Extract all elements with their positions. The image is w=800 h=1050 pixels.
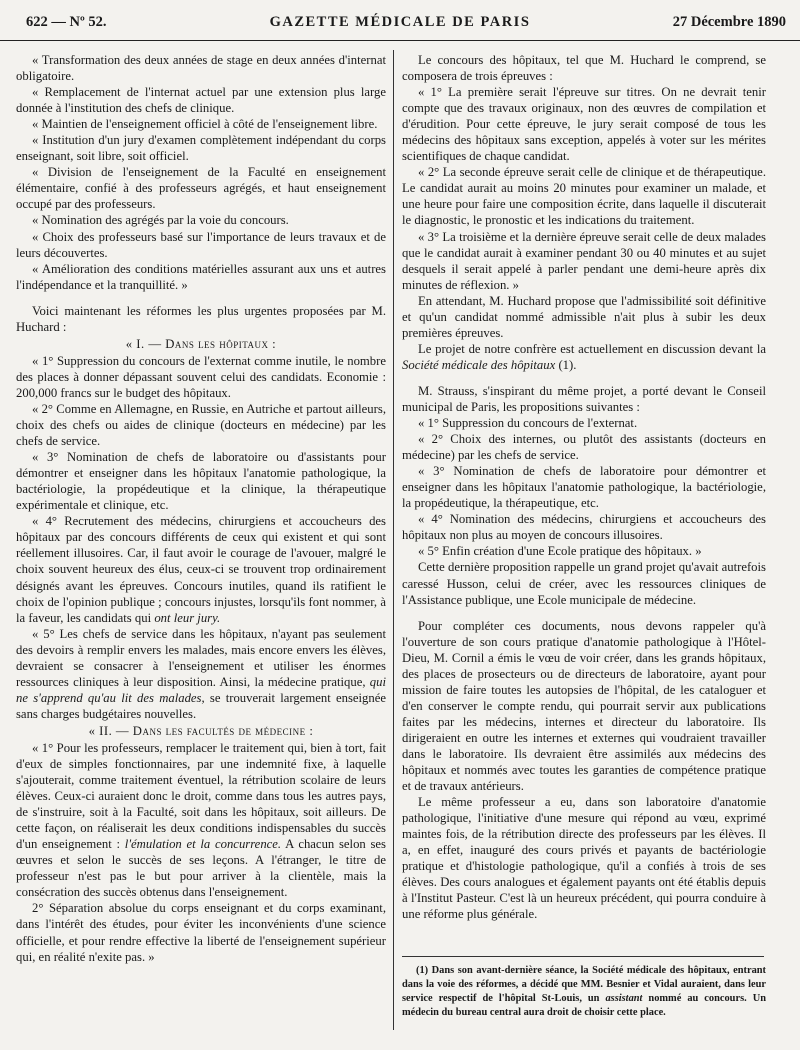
- paragraph: [16, 626, 386, 722]
- text-run: se trouverait largement enseignée sans charges budgétaires nouvelles.: [16, 690, 386, 721]
- italic-run: qui ne s'apprend qu'au lit des malades,: [16, 674, 386, 705]
- left-column: [16, 52, 386, 1037]
- paragraph: M. Strauss, s'inspirant du même projet, a porté devant le Conseil municipal de Paris, les propositions suivantes :: [402, 383, 766, 414]
- paragraph: [16, 740, 386, 900]
- paragraph: Cette dernière proposition rappelle un grand projet qu'avait autrefois caressé Husson, celui de créer, avec les ressources cliniques de l'Assistance publique, une Ecole municipale de médecine.: [402, 560, 766, 607]
- italic-run: Société médicale des hôpitaux: [402, 357, 556, 372]
- paragraph: « 5° Enfin création d'une Ecole pratique des hôpitaux. »: [418, 544, 702, 559]
- paragraph: « 2° Comme en Allemagne, en Russie, en Autriche et partout ailleurs, choix des chefs ou aides de clinique (docteurs en médecine) par les chefs de service.: [16, 401, 386, 449]
- paragraph: 2° Séparation absolue du corps enseignant et du corps examinant, dans l'intérêt des études, pour éviter les inconvénients d'une science officielle, et pour rendre effective la liberté de l'enseignement supérieur qui, en réalité n'exite pas. »: [16, 901, 386, 964]
- text-run: « 1° Pour les professeurs, remplacer le traitement qui, bien à tort, fait d'eux de simples fonctionnaires, par une indemnité fixe, à laquelle s'ajouterait, comme traitement éventuel, la rétribution scolaire de leurs élèves. Ceux-ci auraient donc le droit, comme dans tous les autres pays, de s'instruire, soit à la Faculté, soit dans les hôpitaux, soit ailleurs. De cette façon, on réaliserait les deux conditions indispensables du succès d'un enseignement :: [16, 740, 386, 852]
- section-heading-faculties: « II. — Dans les facultés de médecine :: [88, 723, 314, 738]
- paragraph: « 2° La seconde épreuve serait celle de clinique et de thérapeutique. Le candidat aurait au moins 20 minutes pour examiner un malade, et une heure pour faire une composition écrite, dans laquelle il discuterait le diagnostic, le pronostic et les indications du traitement.: [402, 165, 766, 228]
- text-run: Le projet de notre confrère est actuellement en discussion devant la: [418, 341, 766, 356]
- page-number: 622 — Nº 52.: [26, 14, 107, 30]
- paragraph: En attendant, M. Huchard propose que l'admissibilité soit définitive et qu'un candidat nommé admissible n'ait plus à subir les deux premières épreuves.: [402, 293, 766, 340]
- paragraph: [402, 341, 766, 373]
- paragraph: « 3° Nomination de chefs de laboratoire pour démontrer et enseigner dans les hôpitaux l'anatomie pathologique, la bactériologie, la propédeutique, la thérapeutique, etc.: [402, 464, 766, 511]
- section-heading-hospitals: « I. — Dans les hôpitaux :: [125, 336, 277, 351]
- paragraph: Voici maintenant les réformes les plus urgentes proposées par M. Huchard :: [16, 303, 386, 334]
- paragraph: « Institution d'un jury d'examen complètement indépendant du corps enseignant, soit libre, soit officiel.: [16, 133, 386, 164]
- paragraph: « 1° Suppression du concours de l'externat.: [418, 416, 638, 431]
- right-column: [402, 52, 766, 952]
- paragraph: « Choix des professeurs basé sur l'importance de leurs travaux et de leurs découvertes.: [16, 229, 386, 260]
- text-run: A chacun selon ses œuvres et selon le succès de ses leçons. A l'étranger, le titre de professeur n'est pas le but pour arriver à la clientèle, mais la consécration des succès obtenus dans l'enseignement.: [16, 837, 386, 900]
- paragraph: « 1° Suppression du concours de l'externat comme inutile, le nombre des places à donner dépassant souvent celui des candidats. Economie : 200,000 francs sur le budget des hôpitaux.: [16, 353, 386, 400]
- paragraph: « Transformation des deux années de stage en deux années d'internat obligatoire.: [16, 53, 386, 84]
- paragraph: « 1° La première serait l'épreuve sur titres. On ne devrait tenir compte que des travaux originaux, non des œuvres de compilation et d'érudition. Pour cette épreuve, le jury serait composé de tous les médecins des hôpitaux sans exception, appelés à voter sur les mérites scientifiques de chaque candidat.: [402, 85, 766, 164]
- italic-run: assistant: [605, 993, 643, 1004]
- paragraph: « 3° La troisième et la dernière épreuve serait celle de deux malades que le candidat aurait à examiner pendant 30 ou 40 minutes et au sujet desquels il serait appelé à parler pendant une demi-heure après dix minutes de réflexion. »: [402, 229, 766, 292]
- footnote-rule: [402, 956, 764, 957]
- paragraph: Le concours des hôpitaux, tel que M. Huchard le comprend, se composera de trois épreuves :: [402, 53, 766, 84]
- issue-date: 27 Décembre 1890: [672, 14, 786, 30]
- text-run: (1).: [555, 357, 577, 372]
- page-header: [0, 6, 800, 41]
- journal-title: GAZETTE MÉDICALE DE PARIS: [269, 14, 531, 30]
- text-run: « 4° Recrutement des médecins, chirurgiens et accoucheurs des hôpitaux par des concours différents de ceux qui existent et qui sont réellement illusoires. Car, il faut avoir le courage de l'avouer, malgré le choix souvent heureux des élus, ceux-ci se trouvent trop ordinairement désignés avant les épreuves. Concours inutiles, quand ils ratifient le choix de l'opinion publique ; concours injustes, lorsqu'ils font nommer, à la faveur, les candidats qui: [16, 514, 386, 625]
- paragraph: « Maintien de l'enseignement officiel à côté de l'enseignement libre.: [32, 117, 378, 132]
- paragraph: « 2° Choix des internes, ou plutôt des assistants (docteurs en médecine) par les chefs de service.: [402, 432, 766, 463]
- text-run: nommé au concours. Un médecin du bureau central aura droit de choisir cette place.: [402, 993, 766, 1018]
- paragraph: [16, 513, 386, 625]
- paragraph: « Remplacement de l'internat actuel par une extension plus large donnée à l'institution des chefs de clinique.: [16, 85, 386, 116]
- text-run: « 5° Les chefs de service dans les hôpitaux, n'ayant pas seulement des devoirs à remplir envers les malades, mais encore envers les élèves, devraient se consacrer à l'enseignement et utiliser les énormes ressources cliniques à leur disposition. Ainsi, la médecine pratique,: [16, 626, 386, 689]
- italic-run: l'émulation et la concurrence.: [124, 837, 282, 852]
- paragraph: « 3° Nomination de chefs de laboratoire ou d'assistants pour démontrer et enseigner dans les hôpitaux l'anatomie pathologique, la bactériologie, la propédeutique et la clinique, la thérapeutique expérimentale et clinique, etc.: [16, 450, 386, 513]
- paragraph: Pour compléter ces documents, nous devons rappeler qu'à l'ouverture de son cours pratique d'anatomie pathologique à l'Hôtel-Dieu, M. Cornil a émis le vœu de voir créer, dans les grands hôpitaux, des places de prosecteurs ou de directeurs de laboratoire, ayant pour mission de faire toutes les autopsies de l'hôpital, de les cataloguer et d'en conserver le compte rendu, qui pourrait servir aux publications faites par les médecins, internes et directeur du laboratoire. Ils dirigeraient en outre les internes et externes qui voudraient travailler dans le laboratoire. Ils devraient être assimilés aux médecins des hôpitaux et nommés avec toutes les garanties de compétence pratique et de travaux antérieurs.: [402, 618, 766, 794]
- paragraph: « 4° Nomination des médecins, chirurgiens et accoucheurs des hôpitaux non plus au moyen de concours illusoires.: [402, 512, 766, 543]
- paragraph: « Amélioration des conditions matérielles assurant aux uns et autres l'indépendance et la tranquillité. »: [16, 261, 386, 292]
- paragraph: « Division de l'enseignement de la Faculté en enseignement élémentaire, confié à des professeurs agrégés, et haut enseignement occupé par des professeurs.: [16, 165, 386, 212]
- paragraph: « Nomination des agrégés par la voie du concours.: [32, 213, 289, 228]
- italic-run: ont leur jury.: [154, 610, 221, 625]
- column-divider: [393, 50, 394, 1030]
- footnote: [402, 964, 766, 1020]
- paragraph: Le même professeur a eu, dans son laboratoire d'anatomie pathologique, l'initiative d'une mesure qui répond au vœu, exprimé maintes fois, de la rétribution directe des professeurs par les élèves. Il a, en effet, inauguré des cours privés et payants de bactériologie pratique et d'histologie pathologique, qu'il a confiés à trois de ses élèves. Des cours analogues et également payants ont été établis depuis à l'Institut Pasteur. C'est là un heureux précédent, qui pourra conduire à une réforme plus générale.: [402, 795, 766, 922]
- text-run: (1) Dans son avant-dernière séance, la Société médicale des hôpitaux, entrant dans la voie des réformes, a décidé que MM. Besnier et Vidal auraient, dans leur service respectif de l'hôpital St-Louis, un: [402, 965, 766, 1004]
